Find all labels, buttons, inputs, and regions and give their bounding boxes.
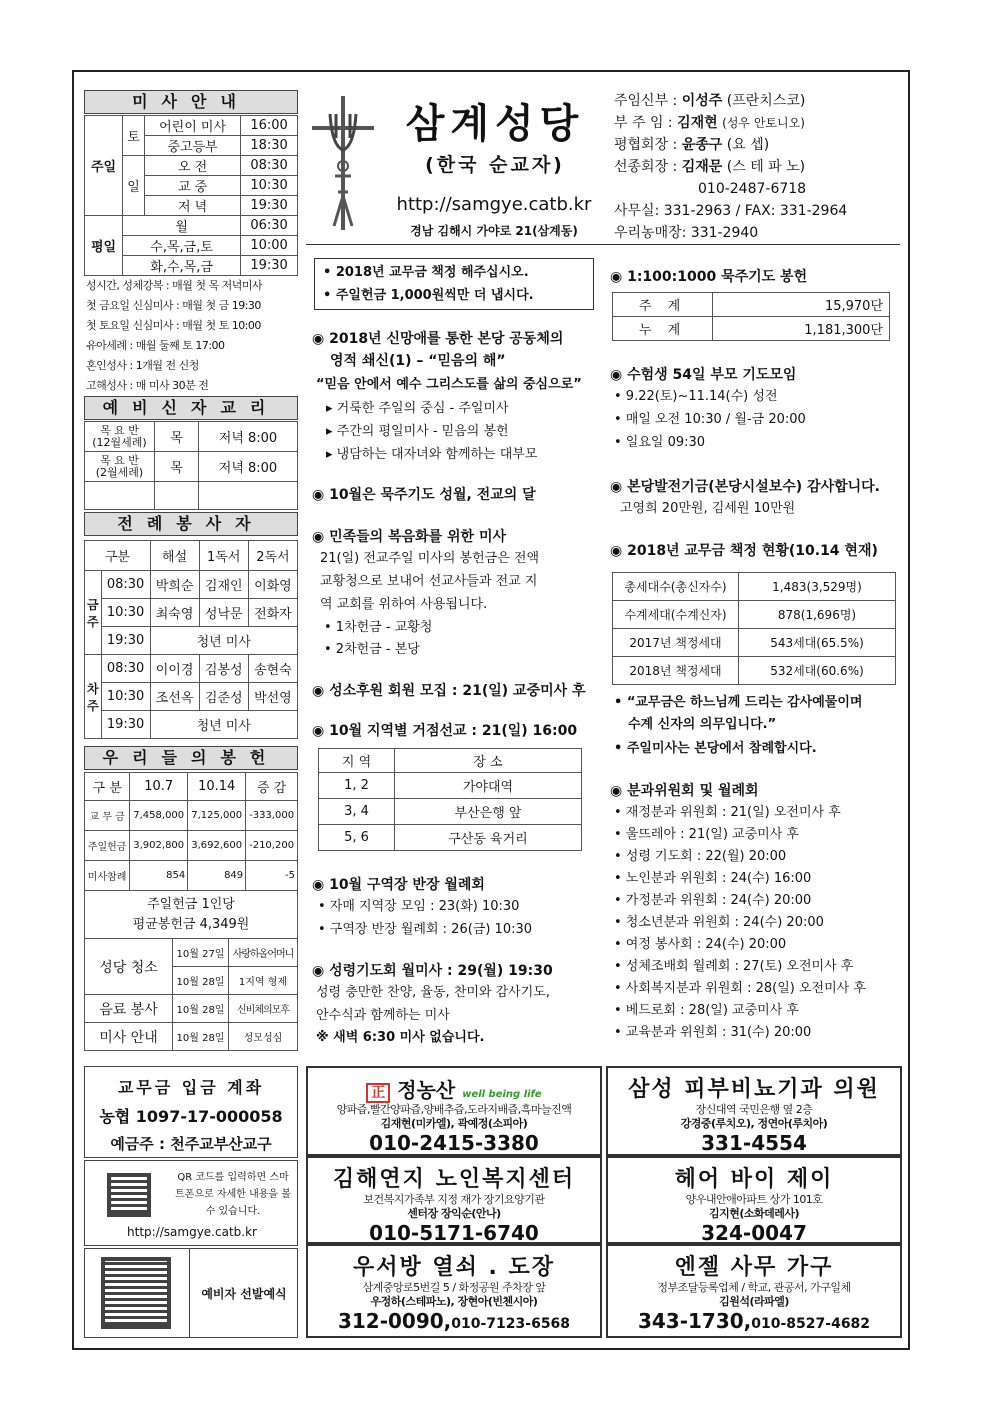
mission-table [318,748,582,851]
ad-phone-2: 010-7123-6568 [451,1316,571,1332]
staff-role: 주임신부 [614,93,669,109]
cell: 2018년 책정세대 [613,657,739,685]
mass-notes [86,276,298,396]
list-item: • 성체조배회 월례회 : 27(토) 오전미사 후 [614,959,854,974]
church-url[interactable]: http://samgye.catb.kr [396,194,592,215]
cell: 10월 27일 [173,939,229,967]
col-head: 구분 [85,541,151,571]
cell: 이이경 [150,655,199,683]
church-title: 삼계성당 [405,101,585,147]
notice-line: • 주일헌금 1,000원씩만 더 냅시다. [323,288,534,303]
class-name: 목 요 반 [100,453,139,467]
cell: 854 [130,861,188,891]
col-head: 10.7 [130,773,188,801]
list-item: • 가정분과 위원회 : 24(수) 20:00 [614,893,812,908]
cell: 성모성심 [229,1023,298,1051]
cell: 사랑하올어머니 [229,939,298,967]
cell: 3, 4 [319,799,395,825]
ad-phone: 324-0047 [701,1221,807,1244]
section-title: ◉ 10월 구역장 반장 월례회 [312,877,485,893]
ad-phone: 010-5171-6740 [369,1221,539,1244]
this-week-label: 금주 [85,571,102,655]
ad-furniture [606,1244,902,1338]
guide-label: 미사 안내 [85,1023,173,1051]
section-title: ◉ 민족들의 복음화를 위한 미사 [312,529,506,545]
staff-role: 부 주 임 [614,115,664,131]
section-title: ◉ 1:100:1000 묵주기도 봉헌 [610,269,808,285]
cell: 김봉성 [199,655,248,683]
cell: 15,970단 [713,293,890,317]
note: 혼인성사 : 1개월 전 신청 [86,359,199,372]
catechism-header: 예비신자교리 [84,396,298,420]
cell: 주일헌금 [85,831,130,861]
cell: 구산동 육거리 [395,825,582,851]
ad-phone: 010-2415-3380 [369,1131,539,1155]
cell: 543세대(65.5%) [739,629,896,657]
cell: 08:30 [101,571,150,599]
cell: 19:30 [101,711,150,739]
col-head: 구 분 [85,773,130,801]
cell: 10:30 [101,683,150,711]
cell: 08:30 [101,655,150,683]
staff-extra: (프란치스코) [726,93,806,109]
ad-desc: 정부조달등록업체 / 학교, 관공서, 가구일체 [657,1281,851,1294]
staff-name: 이성주 [681,93,723,109]
cell: 7,458,000 [130,801,188,831]
mass-time: 19:30 [241,256,298,276]
text-line: 역 교회를 위하여 사용됩니다. [320,597,488,612]
ad-desc: 보건복지가족부 지정 재가 장기요양기관 [363,1193,545,1206]
per-capita-label: 주일헌금 1인당 [147,896,235,912]
ad-desc: 삼계중앙로5번길 5 / 화정공원 주차장 앞 [362,1281,546,1294]
ad-phone-2: 010-8527-4682 [751,1316,871,1332]
note: 유아세례 : 매월 둘째 토 17:00 [86,339,225,352]
text-line: 21(일) 전교주일 미사의 봉헌금은 전액 [320,551,540,566]
ad-phone: 312-0090, [337,1309,452,1333]
ad-owner: 김원석(라파엘) [719,1295,789,1308]
cell: 이화영 [248,571,297,599]
mass-time: 16:00 [241,116,298,136]
class-name: 목 요 반 [100,423,139,437]
list-item: • 교육분과 위원회 : 31(수) 20:00 [614,1025,812,1040]
cell: 19:30 [101,627,150,655]
cell: 김재인 [199,571,248,599]
cell: 수계세대(수계신자) [613,601,739,629]
list-item: ▸ 냉담하는 대자녀와 함께하는 대부모 [326,447,538,462]
cell: 1,483(3,529명) [739,573,896,601]
text-line: 고영희 20만원, 김세원 10만원 [620,501,796,516]
church-subtitle: (한국 순교자) [425,154,565,176]
cell: 청년 미사 [150,627,298,655]
ad-hair-salon [606,1156,902,1244]
qr-url: http://samgye.catb.kr [127,1225,257,1239]
list-item: • 9.22(토)~11.14(수) 성전 [614,389,778,404]
list-item: ▸ 주간의 평일미사 - 믿음의 봉헌 [326,424,509,439]
col-head: 해설 [150,541,199,571]
mass-name: 화,수,목,금 [123,256,241,276]
staff-role: 선종회장 [614,159,669,175]
cell: 부산은행 앞 [395,799,582,825]
class-day: 목 [155,452,199,482]
cell: 총세대수(총신자수) [613,573,739,601]
section-title: ◉ 10월 지역별 거점선교 : 21(일) 16:00 [312,723,578,739]
mass-name: 저 녁 [145,196,241,216]
ad-title: 엔젤 사무 가구 [674,1255,834,1280]
cell: 누 계 [613,317,713,341]
ad-welfare-center [306,1156,602,1244]
cell: 3,692,600 [188,831,246,861]
cell: 3,902,800 [130,831,188,861]
class-note: (2월세례) [95,465,144,479]
ad-title: 우서방 열쇠 . 도장 [352,1255,556,1280]
cross-logo-icon [310,96,376,232]
col-head: 장 소 [395,749,582,773]
staff-name: 김재문 [681,159,723,175]
staff-role: 평협회장 [614,137,669,153]
account-title: 교무금 입금 계좌 [117,1078,265,1097]
list-item: • 성령 기도회 : 22(월) 20:00 [614,849,787,864]
mass-time: 08:30 [241,156,298,176]
per-capita-value: 평균봉헌금 4,349원 [132,916,250,932]
mass-time: 19:30 [241,196,298,216]
class-time: 저녁 8:00 [199,452,298,482]
cell: 청년 미사 [150,711,298,739]
text-line: 교황청으로 보내어 선교사들과 전교 지 [320,574,538,589]
staff-phone: 010-2487-6718 [698,181,807,197]
ad-jeong-farm: 正 정농산 well being life 양파즙,빨간양파즙,양배추즙,도라지배즙,흑마늘진액 김재현(미카엘), 곽예정(소피아) 010-2415-3380 [306,1066,602,1156]
cell: 송현숙 [248,655,297,683]
ad-owner: 강경중(루치오), 정연아(루치아) [680,1117,828,1130]
servers-header: 전례봉사자 [84,512,298,536]
catechism-table [84,421,298,510]
cell: 주 계 [613,293,713,317]
cell: 조선옥 [150,683,199,711]
section-title: ◉ 분과위원회 및 월례회 [610,783,759,799]
ad-samsung-clinic [606,1066,902,1156]
cell: 10:30 [101,599,150,627]
class-note: (12월세례) [92,435,147,449]
col-head: 10.14 [188,773,246,801]
class-day: 목 [155,422,199,452]
ad-desc: 장신대역 국민은행 옆 2층 [695,1103,813,1116]
ad-locksmith [306,1244,602,1338]
note: 첫 토요일 신심미사 : 매월 첫 토 10:00 [86,319,261,332]
list-item: • 울뜨레아 : 21(일) 교중미사 후 [614,827,799,842]
cell: 박선영 [248,683,297,711]
list-item: • 자매 지역장 모임 : 23(화) 10:30 [318,899,520,914]
account-number: 농협 1097-17-000058 [99,1107,283,1126]
cell: 10월 28일 [173,967,229,995]
cell: 1지역 형제 [229,967,298,995]
committee-list [614,802,904,1044]
ad-owner: 김재현(미카엘), 곽예정(소피아) [380,1117,528,1130]
tithe-table [612,572,896,685]
staff-name: 윤종구 [681,137,723,153]
sunday-label: 주일 [85,116,123,216]
class-time: 저녁 8:00 [199,422,298,452]
cell: 532세대(60.6%) [739,657,896,685]
church-address: 경남 김해시 가야로 21(삼계동) [410,224,578,238]
list-item: • 노인분과 위원회 : 24(수) 16:00 [614,871,812,886]
text-line: 안수식과 함께하는 미사 [316,1008,450,1023]
list-item: • 재정분과 위원회 : 21(일) 오전미사 후 [614,805,841,820]
col-head: 지 역 [319,749,395,773]
section-title: ◉ 2018년 신망애를 통한 본당 공동체의 [312,331,564,347]
ad-desc: 양우내안애아파트 상가 101호 [685,1193,823,1206]
staff-list: 주임신부 : 이성주 (프란치스코) 부 주 임 : 김재현 (성우 안토니오) 평협회장 : 윤종구 (요 셉) 선종회장 : 김재문 (스 테 파 노) 010-2487-6718 사무실: 331-2963 / FAX: 331-2964 우리농매장: 331-2940 [614,90,900,244]
cell: 성낙문 [199,599,248,627]
cell: 최숙영 [150,599,199,627]
ad-title: 헤어 바이 제이 [674,1167,834,1192]
section-title: ◉ 수험생 54일 부모 기도모임 [610,367,797,383]
duty-table [84,938,298,1051]
mass-time: 06:30 [241,216,298,236]
mass-name: 중고등부 [145,136,241,156]
cell: 5, 6 [319,825,395,851]
cell: 미사참례 [85,861,130,891]
staff-extra: (성우 안토니오) [722,116,805,130]
ad-desc: 양파즙,빨간양파즙,양배추즙,도라지배즙,흑마늘진액 [336,1103,572,1116]
offering-table [84,772,298,939]
col-head: 2독서 [248,541,297,571]
sat-label: 토 [123,116,145,156]
list-item: • 여정 봉사회 : 24(수) 20:00 [614,937,787,952]
list-item: • 사회복지분과 위원회 : 28(일) 오전미사 후 [614,981,866,996]
ad-title: 삼성 피부비뇨기과 의원 [628,1077,880,1102]
mass-table [84,115,298,276]
next-week-label: 차주 [85,655,102,739]
cell: 가야대역 [395,773,582,799]
cell: -333,000 [246,801,298,831]
list-item: • 청소년분과 위원회 : 24(수) 20:00 [614,915,824,930]
weekday-label: 평일 [85,216,123,276]
mass-time: 10:30 [241,176,298,196]
mass-time: 10:00 [241,236,298,256]
section-title: ◉ 2018년 교무금 책정 현황(10.14 현재) [610,543,878,559]
sun-label: 일 [123,156,145,216]
note: 성시간, 성체강복 : 매월 첫 목 저녁미사 [86,279,263,292]
cell: 878(1,696명) [739,601,896,629]
qr-text: QR 코드를 입력하면 스마트폰으로 자세한 내용을 볼 수 있습니다. [175,1172,291,1217]
drink-label: 음료 봉사 [85,995,173,1023]
mass-name: 오 전 [145,156,241,176]
staff-name: 김재현 [677,115,718,131]
cell: 1,181,300단 [713,317,890,341]
quote-line: • 주일미사는 본당에서 참례합시다. [614,741,817,756]
qr-label: 예비자 선발예식 [201,1287,287,1301]
clean-label: 성당 청소 [85,939,173,995]
staff-extra: (요 셉) [726,137,770,153]
text-line: ※ 새벽 6:30 미사 없습니다. [316,1030,485,1045]
staff-extra: (스 테 파 노) [726,159,806,175]
offering-header: 우리들의봉헌 [84,746,298,770]
qr-box [84,1160,298,1246]
ad-owner: 우정하(스테파노), 장현아(빈첸시아) [370,1295,538,1308]
cell: 박희순 [150,571,199,599]
qr-code-icon [107,1173,151,1217]
note: 고해성사 : 매 미사 30분 전 [86,379,209,392]
cell: 10월 28일 [173,1023,229,1051]
cell: 교 무 금 [85,801,130,831]
cell: 김준성 [199,683,248,711]
quote-line: 수계 신자의 의무입니다.” [628,717,777,732]
list-item: • 베드로회 : 28(일) 교중미사 후 [614,1003,799,1018]
ad-owner: 김지현(소화데레사) [708,1207,800,1220]
qr-box-2 [84,1248,298,1338]
account-box [84,1066,298,1158]
cell: 10월 28일 [173,995,229,1023]
cell: -210,200 [246,831,298,861]
note: 첫 금요일 신심미사 : 매월 첫 금 19:30 [86,299,261,312]
list-item: • 매일 오전 10:30 / 월-금 20:00 [614,412,806,427]
text-line: 성령 충만한 찬양, 율동, 찬미와 감사기도, [316,985,550,1000]
cell: 7,125,000 [188,801,246,831]
list-item: • 일요일 09:30 [614,435,706,450]
notice-box [314,258,594,310]
mass-name: 수,목,금,토 [123,236,241,256]
section-title: ◉ 성소후원 회원 모집 : 21(일) 교중미사 후 [312,683,586,699]
cell: 1, 2 [319,773,395,799]
cell: 신비체의모후 [229,995,298,1023]
ad-title: 정농산 [397,1078,456,1102]
qr-code-icon [101,1257,171,1329]
section-title: ◉ 10월은 묵주기도 성월, 전교의 달 [312,487,536,503]
farm-phone: 우리농매장: 331-2940 [614,225,759,241]
notice-line: • 2018년 교무금 책정 해주십시오. [323,265,529,280]
list-item: • 2차헌금 - 본당 [324,642,420,657]
section-quote: “믿음 안에서 예수 그리스도를 삶의 중심으로” [316,377,582,392]
ad-phone: 343-1730, [637,1309,752,1333]
section-title: ◉ 성령기도회 월미사 : 29(월) 19:30 [312,963,553,979]
list-item: • 1차헌금 - 교황청 [324,620,433,635]
section-title: ◉ 본당발전기금(본당시설보수) 감사합니다. [610,479,880,495]
mass-name: 어린이 미사 [145,116,241,136]
office-phone: 사무실: 331-2963 / FAX: 331-2964 [614,203,848,219]
mass-header: 미사안내 [84,90,298,114]
ad-phone: 331-4554 [701,1131,807,1155]
mass-time: 18:30 [241,136,298,156]
section-title-2: 영적 쇄신(1) – “믿음의 해” [330,353,506,369]
quote-line: • “교무금은 하느님께 드리는 감사예물이며 [614,695,863,710]
mass-name: 월 [123,216,241,236]
servers-table [84,540,298,739]
mass-name: 교 중 [145,176,241,196]
cell: 전화자 [248,599,297,627]
rosary-table [612,292,890,341]
cell: -5 [246,861,298,891]
ad-tagline: well being life [462,1089,542,1100]
cell: 2017년 책정세대 [613,629,739,657]
col-head: 1독서 [199,541,248,571]
col-head: 증 감 [246,773,298,801]
ad-owner: 센터장 장익순(안나) [407,1207,501,1220]
list-item: ▸ 거룩한 주일의 중심 - 주일미사 [326,401,509,416]
cell: 849 [188,861,246,891]
list-item: • 구역장 반장 월례회 : 26(금) 10:30 [318,922,533,937]
ad-title: 김해연지 노인복지센터 [332,1167,576,1192]
account-holder: 예금주 : 천주교부산교구 [110,1135,272,1153]
